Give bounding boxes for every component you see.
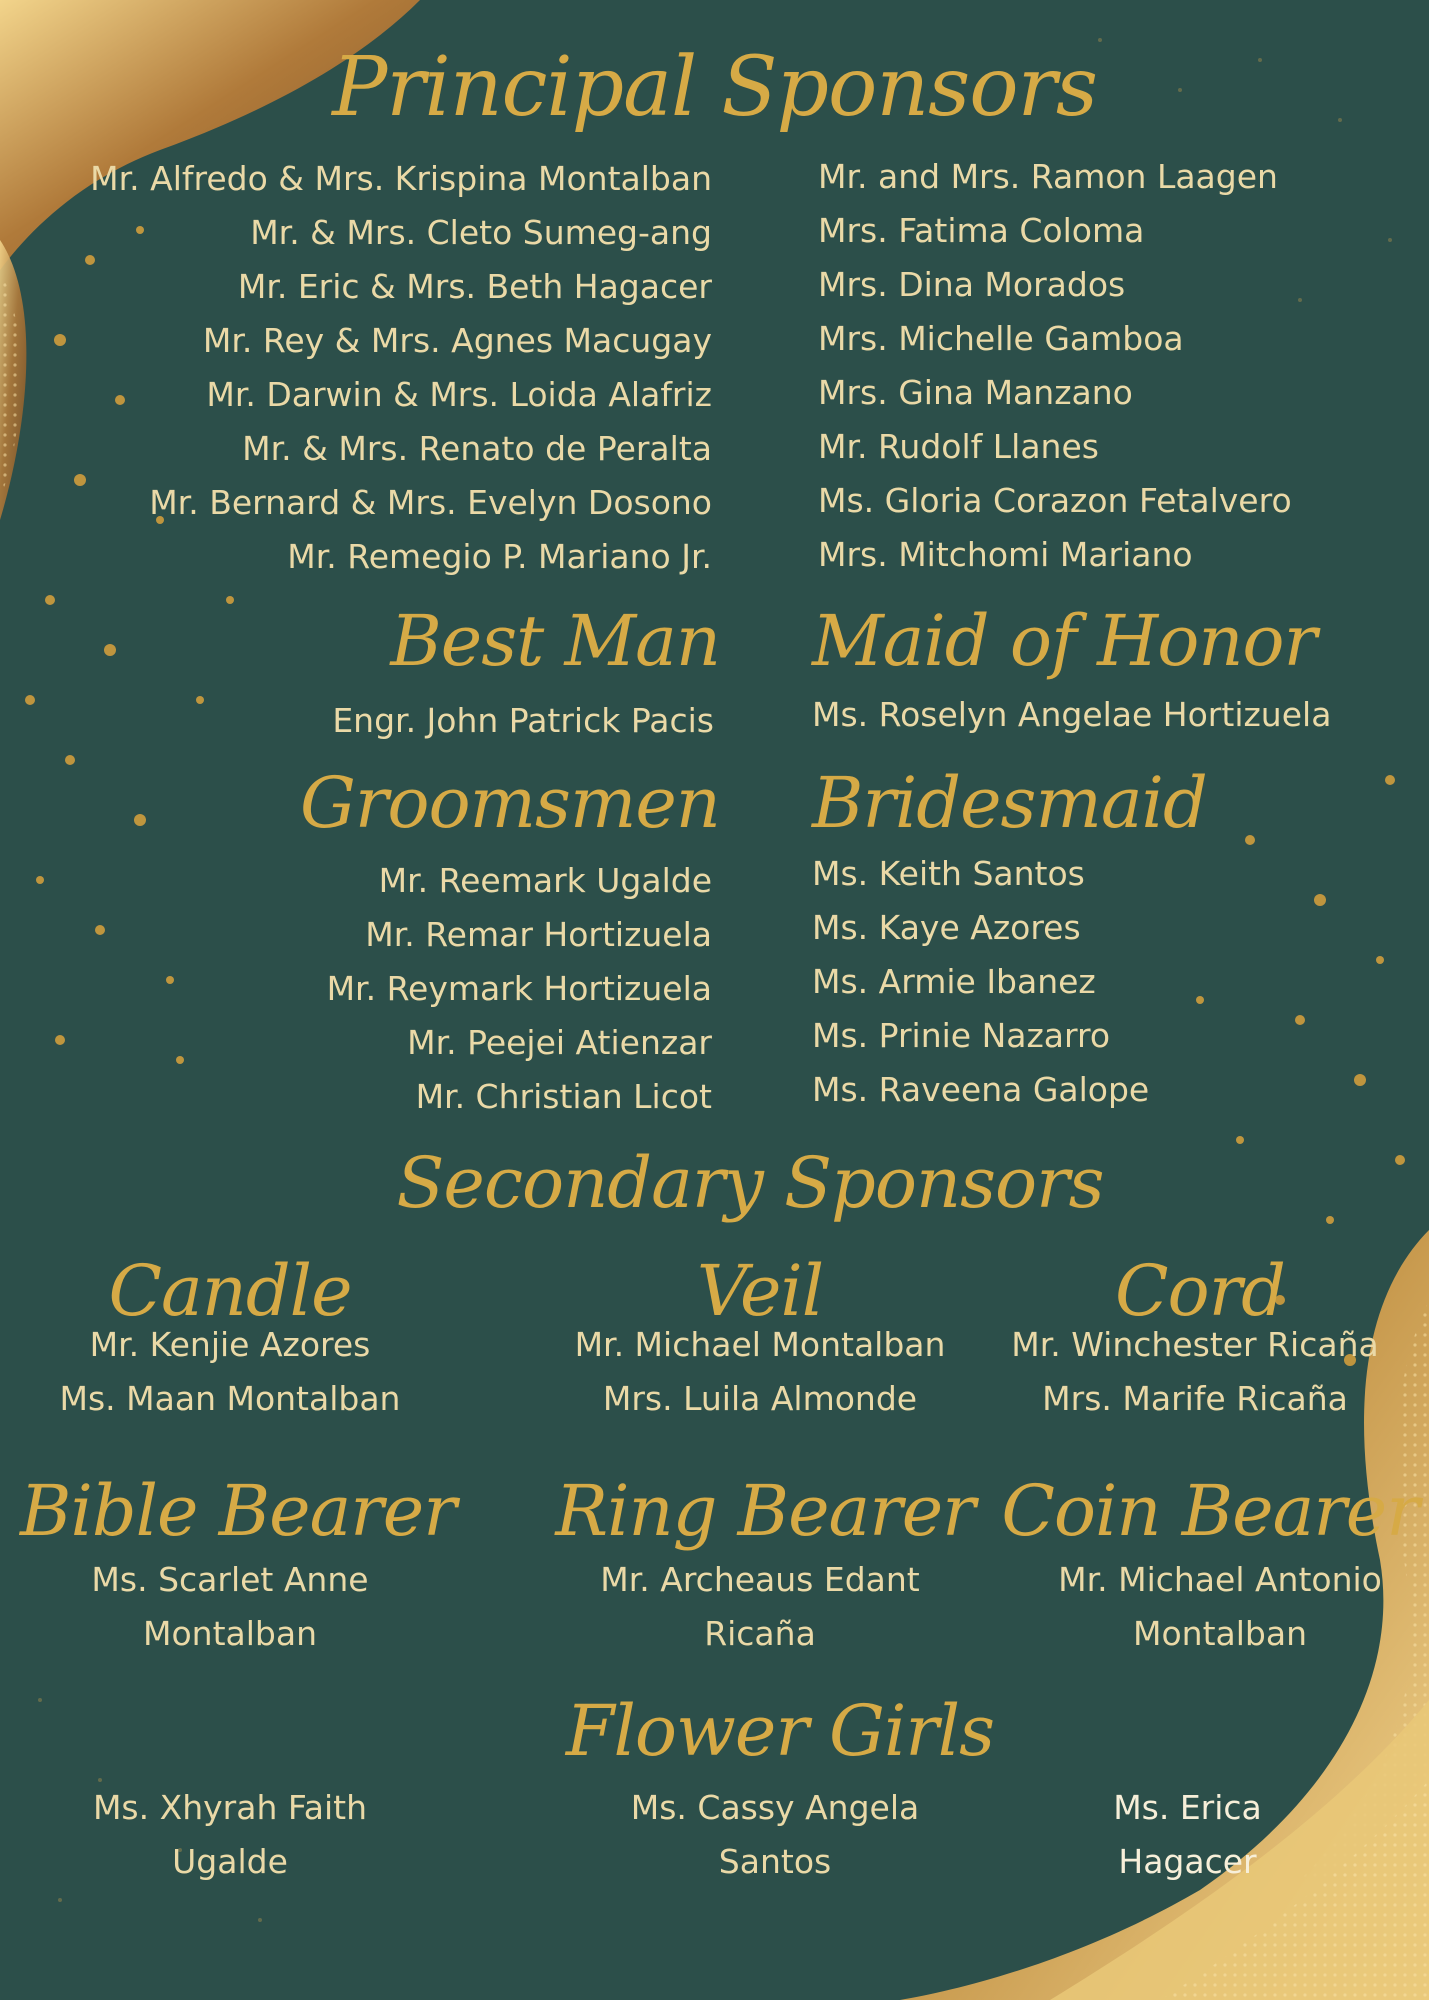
list-item: Mr. Alfredo & Mrs. Krispina Montalban xyxy=(90,159,712,198)
list-item: Mr. Darwin & Mrs. Loida Alafriz xyxy=(206,375,712,414)
list-item: Ms. Xhyrah Faith xyxy=(92,1788,368,1827)
veil-list xyxy=(540,1318,980,1426)
list-item: Ugalde xyxy=(172,1842,288,1881)
candle-list xyxy=(30,1318,430,1426)
principal-sponsors-right-list xyxy=(818,150,1418,582)
flower-girl-3 xyxy=(1000,1781,1375,1889)
list-item: Ms. Maan Montalban xyxy=(59,1379,401,1418)
list-item: Mr. Eric & Mrs. Beth Hagacer xyxy=(237,267,712,306)
list-item: Mr. Rudolf Llanes xyxy=(818,427,1099,466)
list-item: Mr. Kenjie Azores xyxy=(89,1325,371,1364)
best-man-title: Best Man xyxy=(390,600,720,682)
list-item: Mr. Remegio P. Mariano Jr. xyxy=(287,537,712,576)
list-item: Mr. Archeaus Edant xyxy=(600,1560,920,1599)
list-item: Mr. Bernard & Mrs. Evelyn Dosono xyxy=(149,483,712,522)
list-item: Hagacer xyxy=(1118,1842,1257,1881)
secondary-sponsors-title: Secondary Sponsors xyxy=(396,1142,1104,1224)
maid-of-honor-title: Maid of Honor xyxy=(812,600,1317,682)
cord-title: Cord xyxy=(1115,1250,1285,1332)
list-item: Mr. Christian Licot xyxy=(415,1077,712,1116)
groomsmen-title: Groomsmen xyxy=(300,762,720,844)
list-item: Ms. Kaye Azores xyxy=(812,908,1081,947)
flower-girls-title: Flower Girls xyxy=(565,1690,995,1772)
cord-list xyxy=(990,1318,1400,1426)
list-item: Ms. Raveena Galope xyxy=(812,1070,1150,1109)
list-item: Mrs. Fatima Coloma xyxy=(818,211,1145,250)
list-item: Ms. Armie Ibanez xyxy=(812,962,1096,1001)
flower-girl-2 xyxy=(575,1781,975,1889)
bridesmaid-list xyxy=(812,847,1312,1117)
list-item: Mr. Winchester Ricaña xyxy=(1011,1325,1379,1364)
list-item: Mr. Reemark Ugalde xyxy=(378,861,712,900)
list-item: Mrs. Mitchomi Mariano xyxy=(818,535,1193,574)
list-item: Mr. and Mrs. Ramon Laagen xyxy=(818,157,1278,196)
list-item: Mr. Peejei Atienzar xyxy=(407,1023,712,1062)
ring-bearer-names xyxy=(560,1553,960,1661)
bridesmaid-title: Bridesmaid xyxy=(812,762,1207,844)
list-item: Mr. & Mrs. Cleto Sumeg-ang xyxy=(250,213,712,252)
list-item: Mrs. Gina Manzano xyxy=(818,373,1133,412)
list-item: Mr. Michael Antonio xyxy=(1058,1560,1382,1599)
list-item: Ms. Cassy Angela xyxy=(630,1788,920,1827)
list-item: Ms. Keith Santos xyxy=(812,854,1085,893)
maid-of-honor-name: Ms. Roselyn Angelae Hortizuela xyxy=(812,695,1332,734)
list-item: Mr. Reymark Hortizuela xyxy=(326,969,712,1008)
principal-sponsors-title: Principal Sponsors xyxy=(332,40,1097,135)
candle-title: Candle xyxy=(108,1250,352,1332)
list-item: Mr. Michael Montalban xyxy=(574,1325,946,1364)
list-item: Montalban xyxy=(143,1614,317,1653)
list-item: Montalban xyxy=(1133,1614,1307,1653)
list-item: Ms. Prinie Nazarro xyxy=(812,1016,1111,1055)
ring-bearer-title: Ring Bearer xyxy=(555,1470,975,1552)
list-item: Mr. Rey & Mrs. Agnes Macugay xyxy=(202,321,712,360)
bible-bearer-title: Bible Bearer xyxy=(20,1470,456,1552)
list-item: Santos xyxy=(718,1842,832,1881)
list-item: Mr. Remar Hortizuela xyxy=(365,915,712,954)
list-item: Ms. Scarlet Anne xyxy=(91,1560,369,1599)
list-item: Mr. & Mrs. Renato de Peralta xyxy=(242,429,712,468)
coin-bearer-title: Coin Bearer xyxy=(1001,1470,1419,1552)
list-item: Mrs. Marife Ricaña xyxy=(1042,1379,1348,1418)
coin-bearer-names xyxy=(1020,1553,1420,1661)
list-item: Ricaña xyxy=(704,1614,816,1653)
groomsmen-list xyxy=(240,854,712,1124)
list-item: Mrs. Luila Almonde xyxy=(602,1379,918,1418)
list-item: Ms. Erica xyxy=(1113,1788,1262,1827)
list-item: Mrs. Dina Morados xyxy=(818,265,1126,304)
list-item: Mrs. Michelle Gamboa xyxy=(818,319,1184,358)
list-item: Ms. Gloria Corazon Fetalvero xyxy=(818,481,1292,520)
bible-bearer-names xyxy=(30,1553,430,1661)
veil-title: Veil xyxy=(696,1250,824,1332)
flower-girl-1 xyxy=(30,1781,430,1889)
best-man-name: Engr. John Patrick Pacis xyxy=(332,701,714,740)
principal-sponsors-left-list xyxy=(40,152,712,584)
